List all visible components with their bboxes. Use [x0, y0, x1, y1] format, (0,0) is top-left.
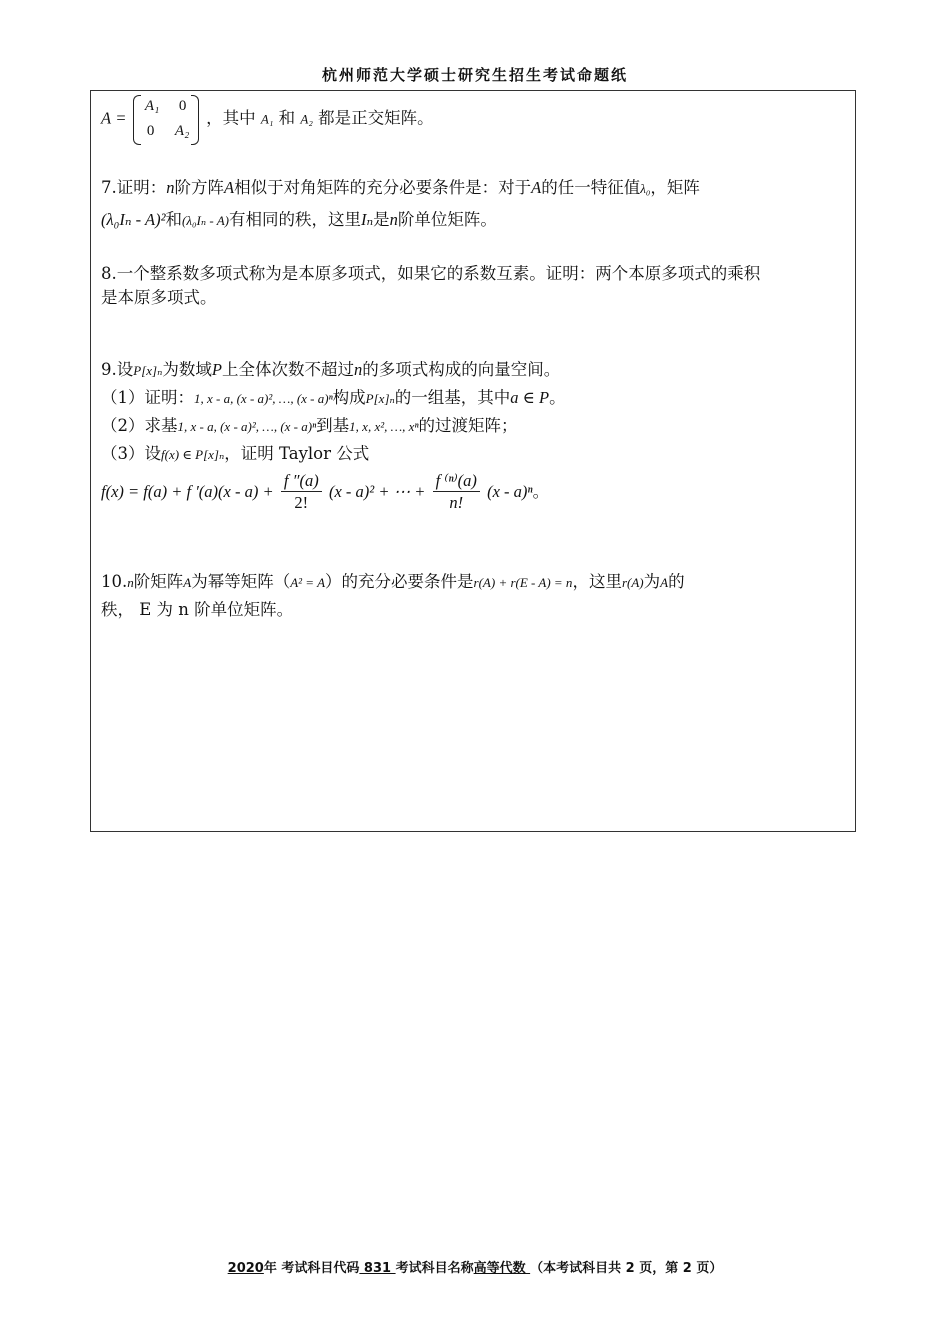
- q9-taylor-formula: [101, 469, 549, 515]
- right-bracket: [191, 95, 199, 145]
- q10-text-6: 的: [668, 572, 685, 591]
- q7-A: A: [224, 178, 235, 197]
- q9-Px: P[x]ₙ: [133, 363, 163, 378]
- q10-number: 10.: [101, 572, 128, 591]
- q6-text: ，其中: [206, 108, 256, 128]
- q8-line1: 8.一个整系数多项式称为是本原多项式，如果它的系数互素。证明：两个本原多项式的乘积: [101, 264, 761, 283]
- q9-p2-basis-2: 1, x, x², …, xⁿ: [349, 419, 419, 434]
- page-footer: [0, 1257, 950, 1276]
- q7-number: 7.证明：: [101, 178, 167, 197]
- q9-line1: [101, 359, 560, 382]
- footer-text-2: 考试科目名称: [395, 1261, 474, 1276]
- q9-number: 9.设: [101, 360, 134, 379]
- q10-text-2: 为幂等矩阵（: [191, 572, 291, 591]
- q9-p1-basis: 1, x - a, (x - a)², …, (x - a)ⁿ: [194, 391, 333, 406]
- fraction-2-denominator: n!: [449, 493, 464, 512]
- q7-text-3: 的任一特征值: [541, 178, 641, 197]
- q10-line2: 秩， E 为 n 阶单位矩阵。: [101, 600, 294, 619]
- question-box: [90, 90, 856, 832]
- q7-text-6: 是: [373, 210, 390, 229]
- q9-part1: [101, 387, 566, 410]
- q10-text-3: ）的充分必要条件是: [325, 572, 474, 591]
- q6-a2: A₂: [300, 111, 313, 127]
- q7-n: n: [166, 178, 175, 197]
- q7-expr-2: (λ₀Iₙ - A): [182, 213, 229, 228]
- q9-text-3: 的多项式构成的向量空间。: [362, 360, 561, 379]
- matrix-lhs: A: [101, 108, 112, 128]
- taylor-mid: (x - a)² + ⋯ +: [328, 482, 426, 501]
- footer-text-3: （本考试科目共 2 页，第 2 页）: [530, 1261, 723, 1276]
- q9-p1-cond: a ∈ P: [510, 388, 550, 407]
- matrix-cell-22: A₂: [174, 123, 190, 139]
- q10-text-5: 为: [643, 572, 661, 591]
- q9-p1-label: （1）证明：: [101, 388, 194, 407]
- q10-A: A: [183, 575, 192, 590]
- q7-and: 和: [165, 210, 183, 229]
- q9-part3: [101, 443, 369, 466]
- footer-subject: 高等代数: [473, 1261, 531, 1276]
- q10-text-4: ，这里: [572, 572, 622, 591]
- q6-and: 和: [278, 108, 296, 128]
- q10-cond: A² = A: [290, 575, 326, 590]
- q10-equation: r(A) + r(E - A) = n: [473, 575, 573, 590]
- q6-rest: 都是正交矩阵。: [318, 108, 434, 128]
- footer-year: 2020: [227, 1261, 264, 1276]
- q10-A-2: A: [660, 575, 669, 590]
- footer-text-1: 年 考试科目代码: [263, 1261, 360, 1276]
- q9-p2-text-1: 到基: [316, 416, 350, 435]
- q9-p3-label: （3）设: [101, 444, 161, 463]
- q7-expr-1: (λ₀Iₙ - A)²: [101, 210, 166, 229]
- q9-p2-basis-1: 1, x - a, (x - a)², …, (x - a)ⁿ: [177, 419, 317, 434]
- q7-line2: [101, 209, 497, 232]
- q9-p1-end: 。: [549, 388, 566, 407]
- block-matrix: [131, 95, 201, 143]
- q9-n: n: [353, 360, 363, 379]
- taylor-fraction-1: [281, 471, 322, 514]
- q7-text-7: 阶单位矩阵。: [397, 210, 497, 229]
- q7-A-2: A: [531, 178, 542, 197]
- q8-line2: 是本原多项式。: [101, 288, 217, 307]
- left-bracket: [133, 95, 141, 145]
- matrix-cell-12: 0: [178, 98, 187, 114]
- q9-p1-text-2: 的一组基，其中: [394, 388, 511, 407]
- q9-p1-text-1: 构成: [332, 388, 366, 407]
- q6-a1: A₁: [260, 111, 274, 127]
- q7-text-5: 有相同的秩，这里: [228, 210, 361, 229]
- matrix-cell-21: 0: [146, 123, 155, 139]
- taylor-end: (x - a)ⁿ: [487, 482, 533, 501]
- q9-P: P: [211, 360, 222, 379]
- q7-text-4: ，矩阵: [650, 178, 700, 197]
- q10-line1: [101, 571, 685, 594]
- matrix-cell-11: A₁: [144, 98, 160, 114]
- q9-part2: [101, 415, 518, 438]
- fraction-1-numerator: f ″(a): [281, 471, 322, 492]
- fraction-1-denominator: 2!: [294, 493, 309, 512]
- taylor-fraction-2: [433, 471, 480, 514]
- q10-n: n: [127, 575, 134, 590]
- q10-rA: r(A): [621, 575, 644, 590]
- q7-text-1: 阶方阵: [174, 178, 224, 197]
- q9-text-2: 上全体次数不超过: [221, 360, 354, 379]
- q9-p1-Px: P[x]ₙ: [365, 391, 395, 406]
- q9-p3-text-1: ，证明 Taylor 公式: [224, 444, 370, 463]
- q6-tail: [101, 95, 434, 143]
- q7-text-2: 相似于对角矩阵的充分必要条件是：对于: [234, 178, 532, 197]
- footer-code: 831: [359, 1261, 396, 1276]
- fraction-2-numerator: f ⁽ⁿ⁾(a): [433, 471, 480, 492]
- q7-In: Iₙ: [360, 210, 374, 229]
- taylor-lhs: f(x) = f(a) + f ′(a)(x - a) +: [101, 482, 274, 501]
- q7-lambda0: λ₀: [640, 181, 651, 196]
- q7-n-2: n: [389, 210, 398, 229]
- page-title: 杭州师范大学硕士研究生招生考试命题纸: [321, 66, 628, 84]
- q9-p3-cond: f(x) ∈ P[x]ₙ: [161, 447, 225, 462]
- q9-p2-label: （2）求基: [101, 416, 178, 435]
- q9-text-1: 为数域: [162, 360, 212, 379]
- q9-p2-text-2: 的过渡矩阵；: [418, 416, 518, 435]
- q7-line1: [101, 177, 700, 200]
- equals-sign: =: [116, 108, 126, 128]
- q10-text-1: 阶矩阵: [133, 572, 184, 591]
- taylor-period: 。: [532, 482, 550, 501]
